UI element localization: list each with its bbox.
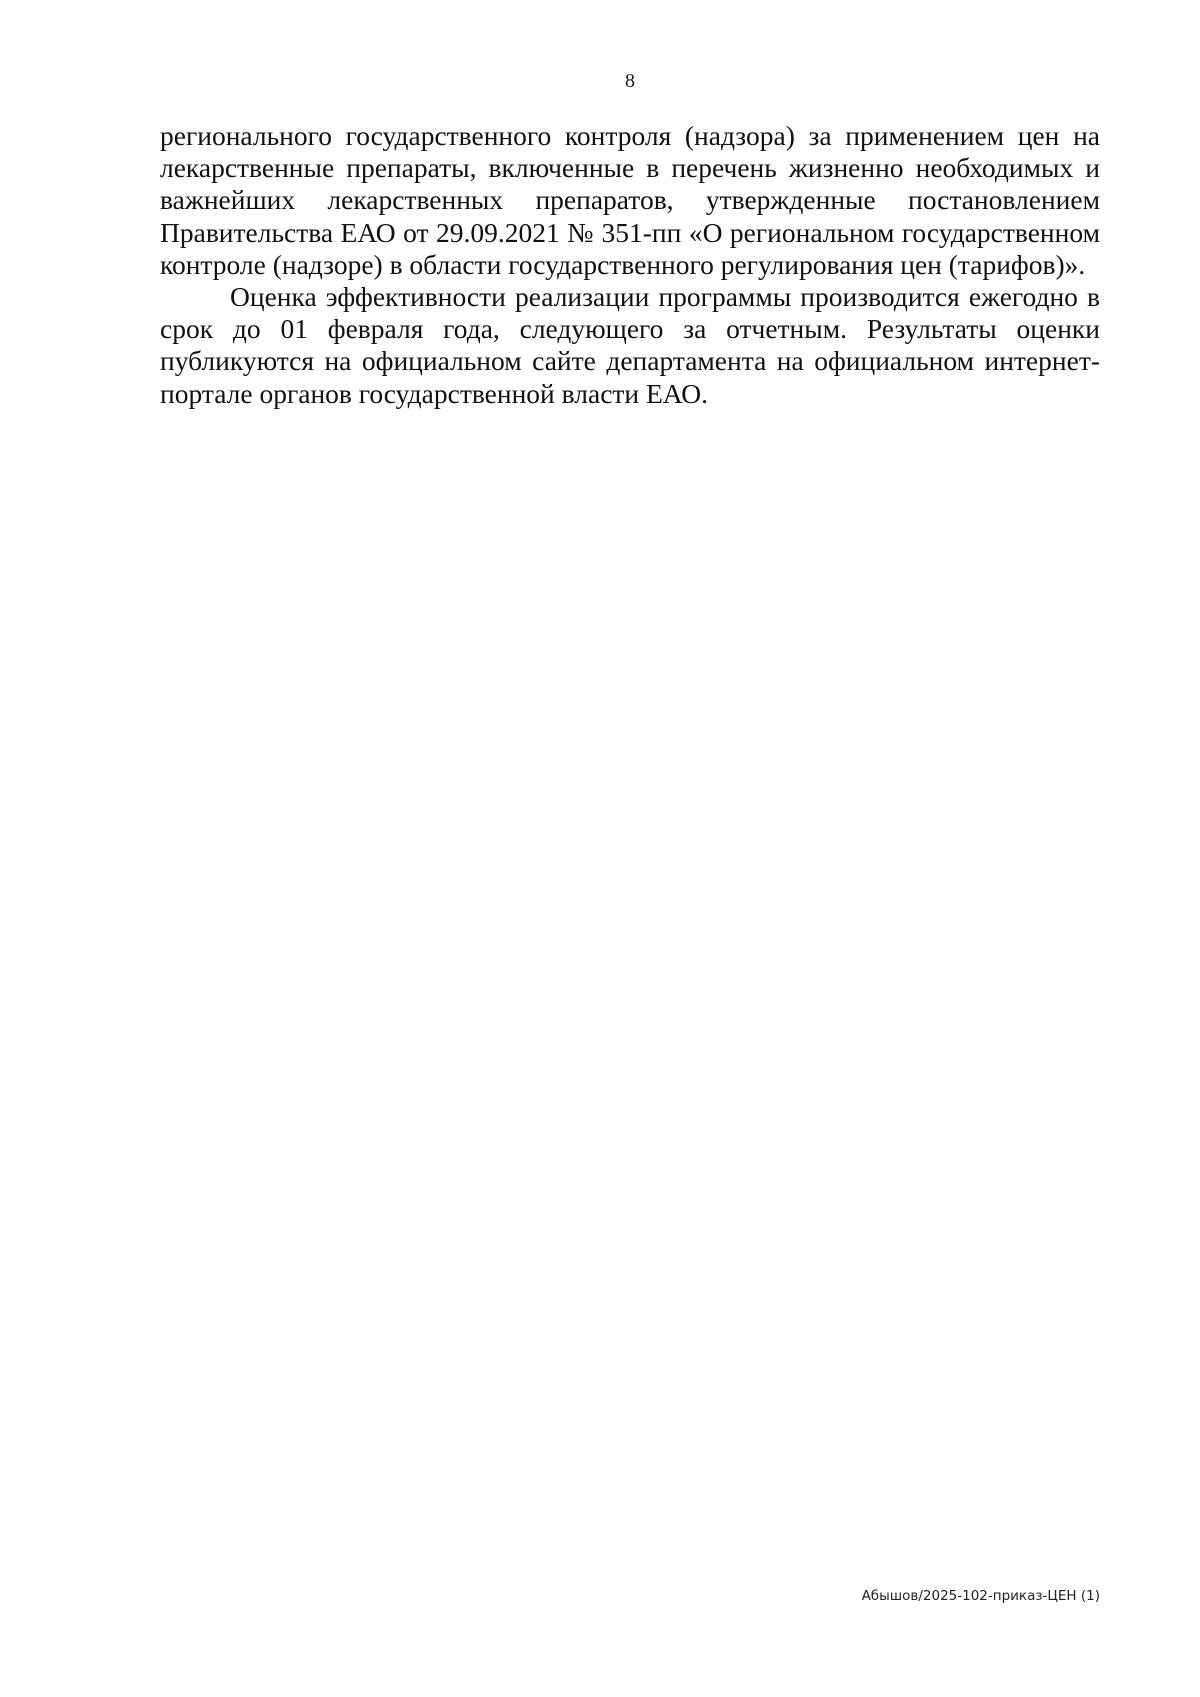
paragraph-1: регионального государственного контроля (надзора) за применением цен на лекарственные препараты, включенные в перечень жизненно необходимых и важнейших лекарственных препаратов, утвержденные постановлением Правительства ЕАО от 29.09.2021 № 351-пп «О региональном государственном контроле (надзоре) в области государственного регулирования цен (тарифов)». [160, 120, 1100, 280]
footer-document-reference: Абышов/2025-102-приказ-ЦЕН (1) [861, 1588, 1100, 1604]
paragraph-2: Оценка эффективности реализации программы производится ежегодно в срок до 01 февраля года, следующего за отчетным. Результаты оценки публикуются на официальном сайте департамента на официальном интернет-портале органов государственной власти ЕАО. [160, 281, 1100, 409]
page-number: 8 [625, 70, 635, 92]
body-text [160, 120, 1100, 410]
